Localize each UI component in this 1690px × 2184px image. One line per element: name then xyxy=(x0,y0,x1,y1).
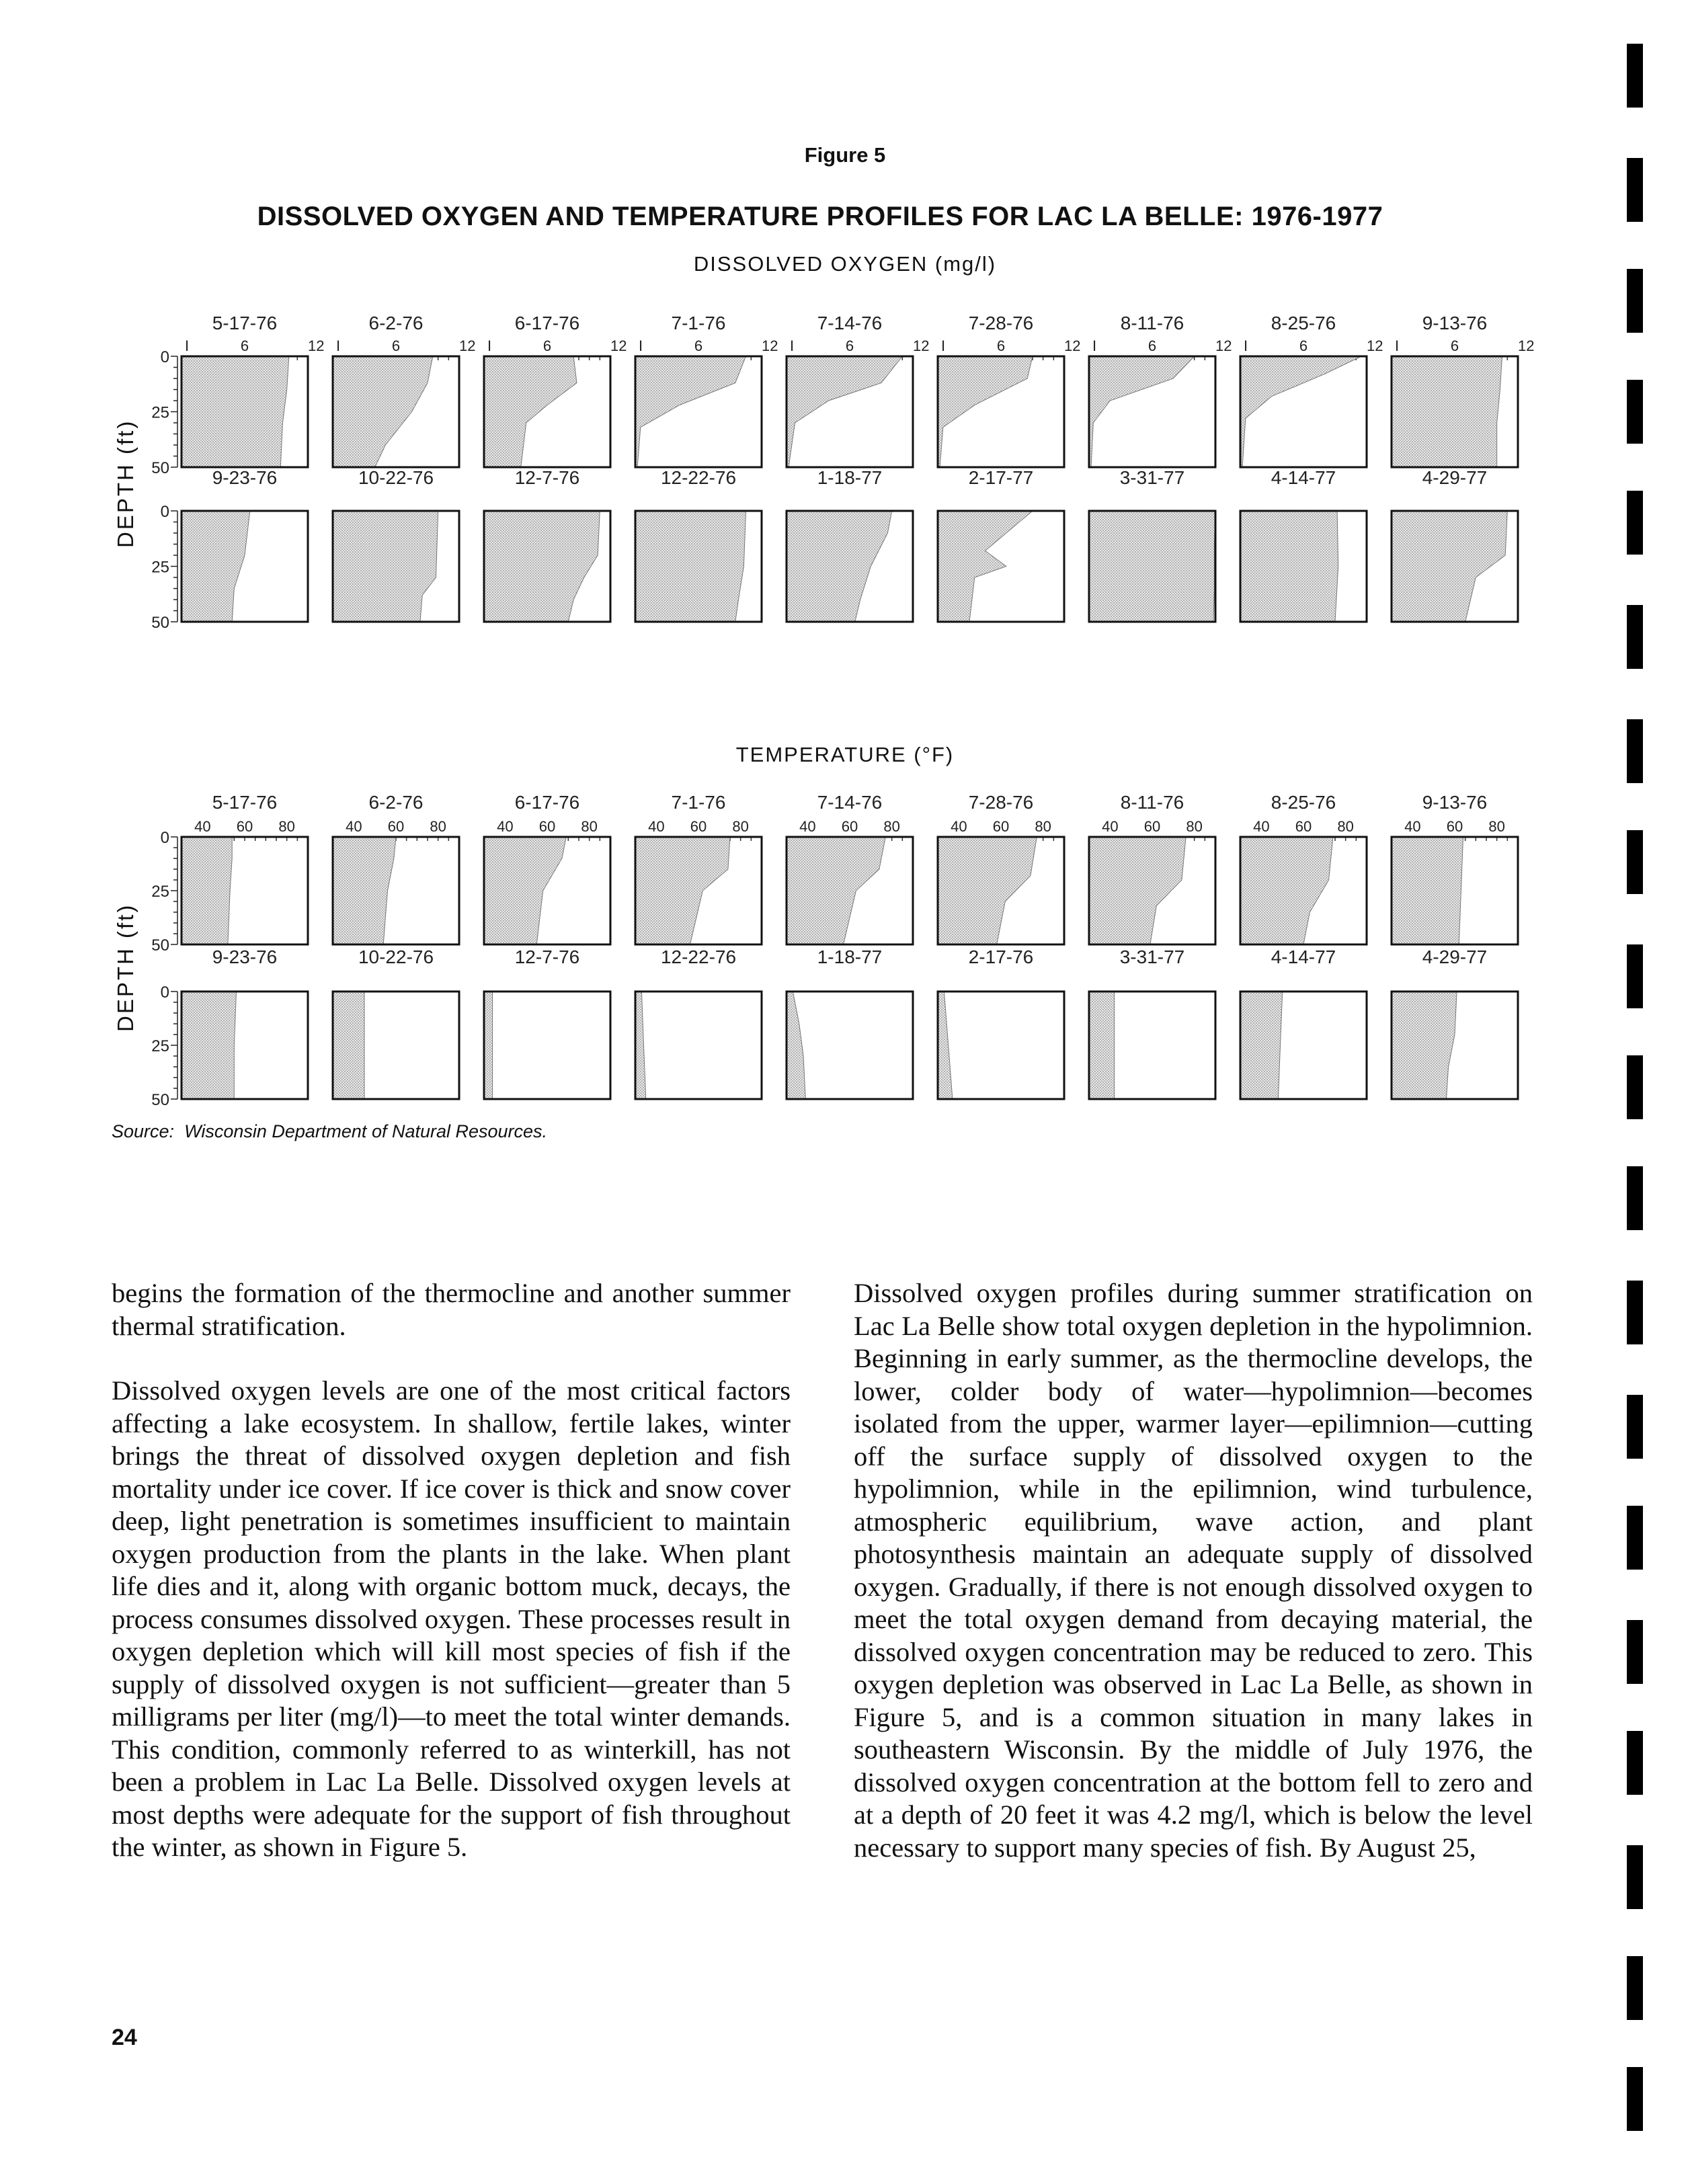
x-tick-label: 12 xyxy=(913,337,930,354)
panel-date-label: 1-18-77 xyxy=(817,467,883,488)
profile-area xyxy=(182,992,237,1099)
registration-mark xyxy=(1627,1166,1643,1230)
panel-frame xyxy=(938,992,1064,1099)
panel-date-label: 2-17-77 xyxy=(968,467,1034,488)
registration-mark xyxy=(1627,944,1643,1008)
profile-area xyxy=(484,511,600,622)
profile-area xyxy=(484,356,577,467)
figure-title: DISSOLVED OXYGEN AND TEMPERATURE PROFILES FOR LAC LA BELLE: 1976-1977 xyxy=(257,202,1383,231)
x-tick-label: 60 xyxy=(841,818,858,835)
panel-date-label: 8-11-76 xyxy=(1120,792,1184,813)
registration-mark xyxy=(1627,44,1643,108)
profile-panel xyxy=(635,467,762,622)
profile-panel xyxy=(635,792,762,944)
source-prefix: Source: xyxy=(112,1121,175,1141)
y-tick-label: 0 xyxy=(160,983,169,1002)
profile-area xyxy=(484,837,566,944)
profile-area xyxy=(635,837,730,944)
profile-area xyxy=(635,356,746,467)
x-tick-label: 6 xyxy=(391,337,401,354)
panel-date-label: 10-22-76 xyxy=(358,467,434,488)
x-tick-label: I xyxy=(789,337,795,354)
profile-area xyxy=(333,837,396,944)
profile-area xyxy=(787,992,805,1099)
x-tick-label: 12 xyxy=(1215,337,1232,354)
dissolved-oxygen-chart-title: DISSOLVED OXYGEN (mg/l) xyxy=(693,252,997,276)
profile-panel xyxy=(484,792,610,944)
x-tick-label: 6 xyxy=(1299,337,1308,354)
profile-area xyxy=(1392,356,1502,467)
profile-panel xyxy=(182,946,308,1099)
x-tick-label: 80 xyxy=(1337,818,1354,835)
x-tick-label: 60 xyxy=(387,818,405,835)
y-tick-label: 0 xyxy=(160,829,169,847)
x-tick-label: I xyxy=(184,337,190,354)
panel-date-label: 2-17-76 xyxy=(968,946,1034,967)
registration-mark xyxy=(1627,605,1643,669)
x-tick-label: 60 xyxy=(1446,818,1463,835)
registration-mark xyxy=(1627,158,1643,222)
profile-area xyxy=(1240,356,1361,467)
registration-mark xyxy=(1627,719,1643,783)
x-tick-label: 80 xyxy=(1488,818,1505,835)
body-column-right xyxy=(854,1277,1533,1896)
x-tick-label: 60 xyxy=(1295,818,1312,835)
x-tick-label: 80 xyxy=(430,818,446,835)
x-tick-label: 6 xyxy=(996,337,1006,354)
panel-frame xyxy=(635,992,762,1099)
profile-panel xyxy=(333,792,459,944)
x-tick-label: I xyxy=(1394,337,1400,354)
x-tick-label: 12 xyxy=(308,337,325,354)
profile-panel xyxy=(484,467,610,622)
x-tick-label: 40 xyxy=(346,818,362,835)
profile-area xyxy=(938,356,1033,467)
panel-date-label: 12-22-76 xyxy=(660,467,737,488)
profile-panel xyxy=(635,946,762,1099)
x-tick-label: 40 xyxy=(1102,818,1119,835)
panel-date-label: 1-18-77 xyxy=(817,946,883,967)
x-tick-label: 40 xyxy=(951,818,967,835)
profile-panel xyxy=(787,467,913,622)
profile-area xyxy=(1240,992,1283,1099)
panel-date-label: 6-2-76 xyxy=(368,313,424,333)
profile-panel xyxy=(484,313,627,467)
profile-panel xyxy=(1240,467,1367,622)
paragraph: begins the formation of the thermocline and another summer thermal stratification. xyxy=(112,1278,791,1341)
profile-panel xyxy=(1089,313,1232,467)
x-tick-label: 12 xyxy=(459,337,476,354)
panel-date-label: 7-14-76 xyxy=(817,792,883,813)
profile-area xyxy=(1089,992,1115,1099)
panel-date-label: 9-13-76 xyxy=(1422,313,1488,333)
y-tick-label: 25 xyxy=(151,403,169,422)
profile-area xyxy=(938,992,953,1099)
profile-area xyxy=(182,837,232,944)
profile-panel xyxy=(1240,313,1383,467)
x-tick-label: I xyxy=(940,337,946,354)
profile-panel xyxy=(333,313,475,467)
x-tick-label: 12 xyxy=(1064,337,1081,354)
x-tick-label: I xyxy=(487,337,492,354)
profile-area xyxy=(333,992,364,1099)
x-tick-label: 80 xyxy=(1186,818,1203,835)
profile-panel xyxy=(182,467,308,622)
x-tick-label: 60 xyxy=(992,818,1010,835)
x-tick-label: 80 xyxy=(581,818,598,835)
temp-depth-axis-label: DEPTH (ft) xyxy=(113,903,138,1032)
registration-mark xyxy=(1627,1055,1643,1119)
y-tick-label: 0 xyxy=(160,348,169,366)
source-text: Wisconsin Department of Natural Resources. xyxy=(184,1121,548,1141)
y-tick-label: 50 xyxy=(151,614,169,632)
x-tick-label: 6 xyxy=(240,337,249,354)
profile-panel xyxy=(1392,792,1518,944)
panel-date-label: 8-25-76 xyxy=(1271,313,1336,333)
registration-mark xyxy=(1627,380,1643,444)
x-tick-label: 80 xyxy=(883,818,900,835)
profile-area xyxy=(333,356,433,467)
panel-date-label: 7-28-76 xyxy=(968,792,1034,813)
profile-panel xyxy=(787,792,913,944)
profile-panel xyxy=(333,467,459,622)
x-tick-label: 6 xyxy=(1450,337,1459,354)
y-tick-label: 25 xyxy=(151,558,169,577)
profile-area xyxy=(787,511,892,622)
panel-date-label: 4-14-77 xyxy=(1271,467,1336,488)
panel-date-label: 12-7-76 xyxy=(514,946,580,967)
x-tick-label: 12 xyxy=(1518,337,1535,354)
x-tick-label: 40 xyxy=(1404,818,1421,835)
profile-panel xyxy=(938,313,1080,467)
temperature-chart xyxy=(0,770,1690,1113)
profile-panel xyxy=(787,313,929,467)
registration-mark xyxy=(1627,2067,1643,2131)
profile-panel xyxy=(1240,946,1367,1099)
temperature-chart-title: TEMPERATURE (°F) xyxy=(735,743,955,766)
panel-date-label: 7-1-76 xyxy=(671,313,726,333)
panel-date-label: 5-17-76 xyxy=(212,313,278,333)
registration-mark xyxy=(1627,1620,1643,1684)
panel-date-label: 12-22-76 xyxy=(660,946,737,967)
profile-panel xyxy=(1089,467,1215,622)
y-tick-label: 50 xyxy=(151,459,169,477)
profile-panel xyxy=(938,946,1064,1099)
panel-date-label: 6-17-76 xyxy=(514,792,580,813)
x-tick-label: I xyxy=(1243,337,1248,354)
registration-mark xyxy=(1627,1731,1643,1795)
registration-mark xyxy=(1627,1506,1643,1570)
x-tick-label: 60 xyxy=(538,818,556,835)
page-number: 24 xyxy=(112,2025,137,2050)
x-tick-label: I xyxy=(335,337,341,354)
profile-area xyxy=(938,511,1033,622)
profile-panel xyxy=(1392,467,1518,622)
profile-area xyxy=(1089,837,1186,944)
registration-mark xyxy=(1627,830,1643,894)
x-tick-label: 6 xyxy=(1148,337,1157,354)
profile-panel xyxy=(182,313,324,467)
panel-date-label: 10-22-76 xyxy=(358,946,434,967)
panel-date-label: 7-14-76 xyxy=(817,313,883,333)
figure-source xyxy=(112,1121,547,1142)
x-tick-label: 60 xyxy=(236,818,253,835)
x-tick-label: 6 xyxy=(542,337,552,354)
x-tick-label: 80 xyxy=(732,818,749,835)
x-tick-label: 12 xyxy=(762,337,778,354)
y-tick-label: 0 xyxy=(160,503,169,521)
x-tick-label: I xyxy=(638,337,643,354)
paragraph: Dissolved oxygen profiles during summer stratification on Lac La Belle show total oxygen depletion in the hypolimnion. Beginning in early summer, as the thermocline develops, the lower, colder body of water—hypolimnion—becomes isolated from the upper, warmer layer—epilimnion—cutting off the surface supply of dissolved oxygen to the hypolimnion, while in the epilimnion, wind turbulence, atmospheric equilibrium, wave action, and plant photosynthesis maintain an adequate supply of dissolved oxygen. Gradually, if there is not enough dissolved oxygen to meet the total oxygen demand from decaying material, the dissolved oxygen concentration may be reduced to zero. This oxygen depletion was observed in Lac La Belle, as shown in Figure 5, and is a common situation in many lakes in southeastern Wisconsin. By the middle of July 1976, the dissolved oxygen concentration at the bottom fell to zero and at a depth of 20 feet it was 4.2 mg/l, which is below the level necessary to support many species of fish. By August 25, xyxy=(854,1278,1533,1863)
x-tick-label: 40 xyxy=(1253,818,1270,835)
dissolved-oxygen-chart xyxy=(0,282,1690,645)
profile-area xyxy=(182,356,289,467)
profile-panel xyxy=(1392,313,1534,467)
x-tick-label: 80 xyxy=(1035,818,1051,835)
panel-date-label: 3-31-77 xyxy=(1119,946,1185,967)
registration-mark xyxy=(1627,269,1643,333)
profile-panel xyxy=(1089,946,1215,1099)
panel-date-label: 9-23-76 xyxy=(212,946,278,967)
profile-panel xyxy=(484,946,610,1099)
profile-area xyxy=(635,992,646,1099)
registration-mark xyxy=(1627,1281,1643,1344)
panel-date-label: 8-25-76 xyxy=(1271,792,1336,813)
figure-label: Figure 5 xyxy=(804,143,886,167)
panel-frame xyxy=(787,992,913,1099)
y-tick-label: 25 xyxy=(151,1037,169,1055)
y-tick-label: 25 xyxy=(151,883,169,901)
profile-area xyxy=(938,837,1037,944)
x-tick-label: 12 xyxy=(1367,337,1383,354)
x-tick-label: 40 xyxy=(497,818,514,835)
panel-date-label: 4-29-77 xyxy=(1422,467,1488,488)
x-tick-label: 40 xyxy=(799,818,816,835)
x-tick-label: 40 xyxy=(194,818,211,835)
profile-area xyxy=(1089,511,1215,622)
x-tick-label: 6 xyxy=(694,337,703,354)
profile-panel xyxy=(1392,946,1518,1099)
panel-date-label: 12-7-76 xyxy=(514,467,580,488)
panel-date-label: 5-17-76 xyxy=(212,792,278,813)
panel-date-label: 7-28-76 xyxy=(968,313,1034,333)
profile-panel xyxy=(787,946,913,1099)
panel-date-label: 8-11-76 xyxy=(1120,313,1184,333)
profile-area xyxy=(787,837,885,944)
panel-date-label: 6-17-76 xyxy=(514,313,580,333)
profile-panel xyxy=(1240,792,1367,944)
profile-area xyxy=(635,511,746,622)
x-tick-label: 40 xyxy=(648,818,665,835)
x-tick-label: I xyxy=(1092,337,1097,354)
body-column-left xyxy=(112,1277,791,1896)
panel-frame xyxy=(484,992,610,1099)
x-tick-label: 80 xyxy=(278,818,295,835)
panel-date-label: 9-13-76 xyxy=(1422,792,1488,813)
y-tick-label: 50 xyxy=(151,1091,169,1109)
x-tick-label: 60 xyxy=(1143,818,1161,835)
profile-area xyxy=(1240,511,1338,622)
profile-area xyxy=(1392,837,1463,944)
registration-mark xyxy=(1627,1956,1643,2020)
panel-date-label: 7-1-76 xyxy=(671,792,726,813)
profile-area xyxy=(787,356,902,467)
registration-mark xyxy=(1627,1395,1643,1459)
panel-date-label: 9-23-76 xyxy=(212,467,278,488)
profile-panel xyxy=(938,792,1064,944)
panel-date-label: 4-14-77 xyxy=(1271,946,1336,967)
y-tick-label: 50 xyxy=(151,936,169,955)
profile-panel xyxy=(1089,792,1215,944)
paragraph: Dissolved oxygen levels are one of the most critical factors affecting a lake ecosystem. In shallow, fertile lakes, winter brings the threat of dissolved oxygen depletion and fish mortality under ice cover. If ice cover is thick and snow cover deep, light penetration is sometimes insufficient to maintain oxygen production from the plants in the lake. When plant life dies and it, along with organic bottom muck, decays, the process consumes dissolved oxygen. These processes result in oxygen depletion which will kill most species of fish if the supply of dissolved oxygen is not sufficient—greater than 5 milligrams per liter (mg/l)—to meet the total winter demands. This condition, commonly referred to as winterkill, has not been a problem in Lac La Belle. Dissolved oxygen levels at most depths were adequate for the support of fish throughout the winter, as shown in Figure 5. xyxy=(112,1375,791,1862)
x-tick-label: 60 xyxy=(690,818,707,835)
profile-area xyxy=(1392,511,1507,622)
profile-area xyxy=(333,511,438,622)
x-tick-label: 6 xyxy=(845,337,854,354)
profile-panel xyxy=(938,467,1064,622)
do-depth-axis-label: DEPTH (ft) xyxy=(113,419,138,548)
profile-area xyxy=(484,992,493,1099)
profile-panel xyxy=(635,313,778,467)
profile-panel xyxy=(333,946,459,1099)
panel-date-label: 4-29-77 xyxy=(1422,946,1488,967)
profile-area xyxy=(182,511,250,622)
x-tick-label: 12 xyxy=(610,337,627,354)
registration-mark xyxy=(1627,1845,1643,1909)
profile-panel xyxy=(182,792,308,944)
panel-date-label: 6-2-76 xyxy=(368,792,424,813)
profile-area xyxy=(1240,837,1333,944)
profile-area xyxy=(1392,992,1457,1099)
profile-area xyxy=(1089,356,1195,467)
panel-date-label: 3-31-77 xyxy=(1119,467,1185,488)
registration-mark xyxy=(1627,491,1643,555)
